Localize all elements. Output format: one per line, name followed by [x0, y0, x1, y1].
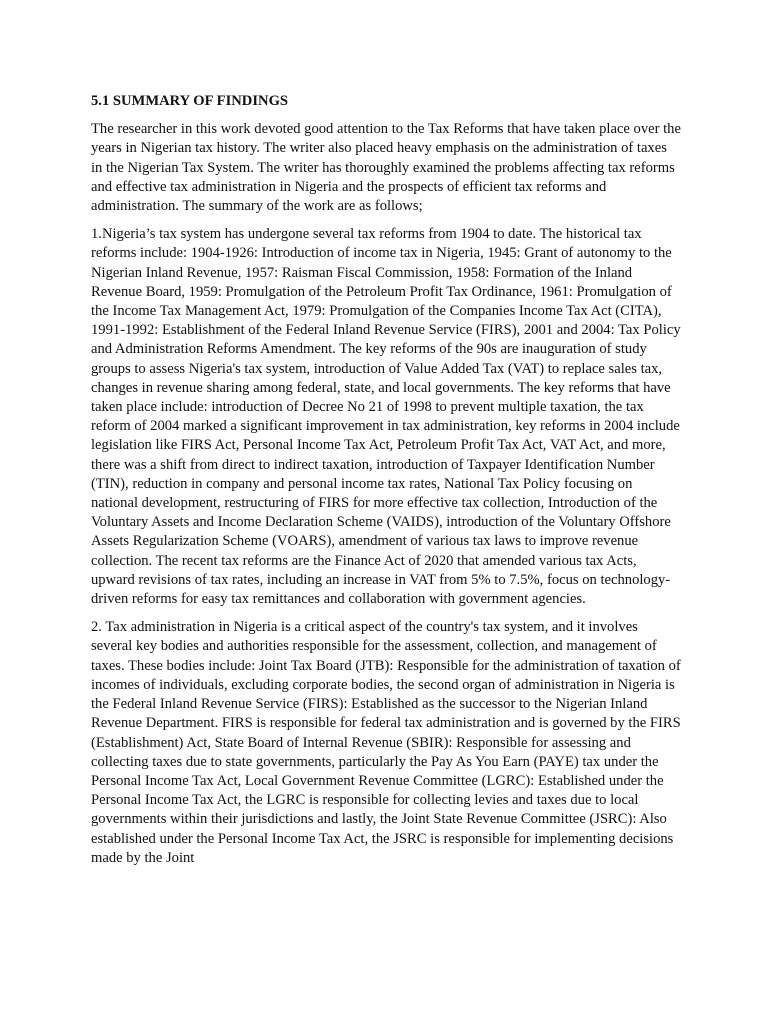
intro-paragraph: The researcher in this work devoted good attention to the Tax Reforms that have taken place over the years in Nigerian tax history. The writer also placed heavy emphasis on the administration of taxes in the Nigerian Tax System. The writer has thoroughly examined the problems affecting tax reforms and effective tax administration in Nigeria and the prospects of efficient tax reforms and administration. The summary of the work are as follows;	[91, 121, 681, 215]
finding-2-paragraph: 2. Tax administration in Nigeria is a critical aspect of the country's tax system, and it involves several key bodies and authorities responsible for the assessment, collection, and management of taxes. These bodies include: Joint Tax Board (JTB): Responsible for the administration of taxation of incomes of individuals, excluding corporate bodies, the second organ of administration in Nigeria is the Federal Inland Revenue Service (FIRS): Established as the successor to the Nigerian Inland Revenue Department. FIRS is responsible for federal tax administration and is governed by the FIRS (Establishment) Act, State Board of Internal Revenue (SBIR): Responsible for assessing and collecting taxes due to state governments, particularly the Pay As You Earn (PAYE) tax under the Personal Income Tax Act, Local Government Revenue Committee (LGRC): Established under the Personal Income Tax Act, the LGRC is responsible for collecting levies and taxes due to local governments within their jurisdictions and lastly, the Joint State Revenue Committee (JSRC): Also established under the Personal Income Tax Act, the JSRC is responsible for implementing decisions made by the Joint	[91, 619, 681, 866]
section-heading: 5.1 SUMMARY OF FINDINGS	[91, 93, 289, 109]
document-page	[91, 92, 681, 877]
finding-1-paragraph: 1.Nigeria’s tax system has undergone several tax reforms from 1904 to date. The historical tax reforms include: 1904-1926: Introduction of income tax in Nigeria, 1945: Grant of autonomy to the Nigerian Inland Revenue, 1957: Raisman Fiscal Commission, 1958: Formation of the Inland Revenue Board, 1959: Promulgation of the Petroleum Profit Tax Ordinance, 1961: Promulgation of the Income Tax Management Act, 1979: Promulgation of the Companies Income Tax Act (CITA), 1991-1992: Establishment of the Federal Inland Revenue Service (FIRS), 2001 and 2004: Tax Policy and Administration Reforms Amendment. The key reforms of the 90s are inauguration of study groups to assess Nigeria's tax system, introduction of Value Added Tax (VAT) to replace sales tax, changes in revenue sharing among federal, state, and local governments. The key reforms that have taken place include: introduction of Decree No 21 of 1998 to prevent multiple taxation, the tax reform of 2004 marked a significant improvement in tax administration, key reforms in 2004 include legislation like FIRS Act, Personal Income Tax Act, Petroleum Profit Tax Act, VAT Act, and more, there was a shift from direct to indirect taxation, introduction of Taxpayer Identification Number (TIN), reduction in company and personal income tax rates, National Tax Policy focusing on national development, restructuring of FIRS for more effective tax collection, Introduction of the Voluntary Assets and Income Declaration Scheme (VAIDS), introduction of the Voluntary Offshore Assets Regularization Scheme (VOARS), amendment of various tax laws to improve revenue collection. The recent tax reforms are the Finance Act of 2020 that amended various tax Acts, upward revisions of tax rates, including an increase in VAT from 5% to 7.5%, focus on technology-driven reforms for easy tax remittances and collaboration with government agencies.	[91, 226, 681, 608]
